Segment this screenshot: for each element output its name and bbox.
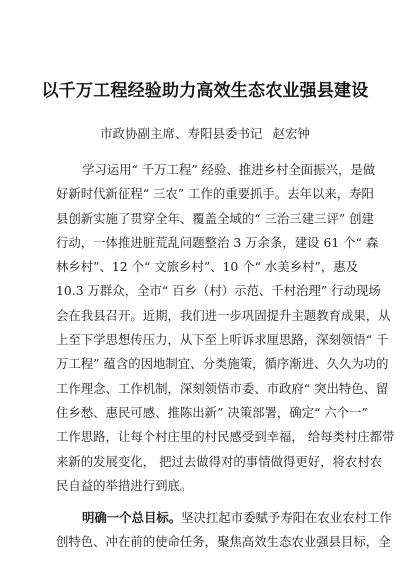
text-line: 工作思路，让每个村庄里的村民感受到幸福， 给每类村庄都带 <box>56 429 395 445</box>
text-line: 县创新实施了贯穿全年、覆盖全域的“ 三治三建三评” 创建 <box>56 210 374 226</box>
paragraph-2 <box>56 506 392 555</box>
paragraph-1 <box>56 158 395 498</box>
text-line: 来新的发展变化， 把过去做得对的事情做得更好，将农村农 <box>56 453 383 469</box>
text-line: 林乡村”、12 个“ 文旅乡村”、10 个“ 水美乡村”，惠及 <box>56 259 358 275</box>
text-line: 住乡愁、惠民可感、推陈出新” 决策部署，确定“ 六个一” <box>56 404 368 420</box>
text-line <box>56 506 392 530</box>
text-line: 万工程” 蕴含的因地制宜、分类施策，循序渐进、久久为功的 <box>56 356 389 372</box>
paragraph-text: 坚决扛起市委赋予寿阳在农业农村工作 <box>181 510 392 526</box>
author-name: 赵宏钟 <box>272 126 311 141</box>
text-line: 创特色、冲在前的使命任务，聚焦高效生态农业强县目标，全 <box>56 534 391 550</box>
author-role: 市政协副主席、寿阳县委书记 <box>99 126 263 141</box>
text-line: 好新时代新征程“ 三农” 工作的重要抓手。去年以来，寿阳 <box>56 186 374 202</box>
text-line: 10.3 万群众，全市“ 百乡（村）示范、千村治理” 行动现场 <box>56 283 381 299</box>
text-line: 民自益的举措进行到底。 <box>56 477 193 493</box>
article-body <box>56 158 395 555</box>
article-title: 以千万工程经验助力高效生态农业强县建设 <box>41 81 369 101</box>
text-line: 学习运用“ 千万工程” 经验、推进乡村全面振兴，是做 <box>82 162 376 177</box>
text-line: 行动，一体推进脏荒乱问题整治 3 万余条，建设 61 个“ 森 <box>56 234 379 250</box>
text-line: 工作理念、工作机制，深刻领悟市委、市政府“ 突出特色、留 <box>56 380 389 396</box>
text-line: 上至下学思想传压力，从下至上听诉求厘思路，深刻领悟“ 千 <box>56 332 389 348</box>
article-byline <box>0 124 410 142</box>
text-line: 会在我县召开。近期，我们进一步巩固提升主题教育成果，从 <box>56 307 391 323</box>
paragraph-lead: 明确一个总目标。 <box>82 510 182 526</box>
